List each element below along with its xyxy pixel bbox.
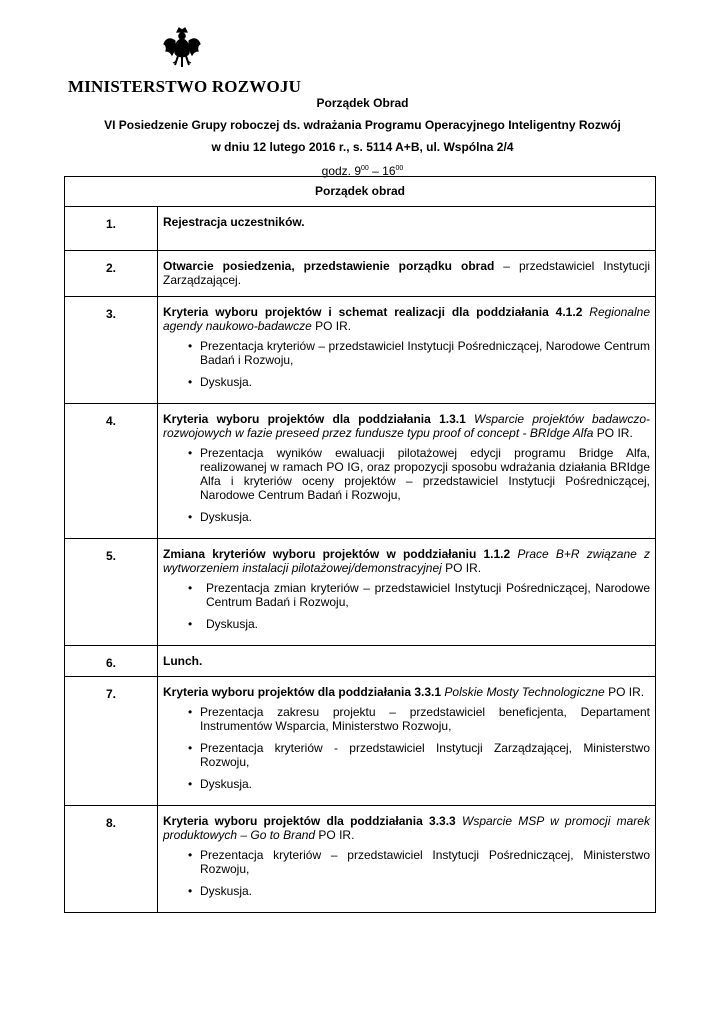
agenda-row bbox=[65, 297, 656, 404]
agenda-item-bullets bbox=[163, 581, 650, 631]
agenda-item-title bbox=[163, 259, 650, 287]
meeting-time: godz. $9^{00} - 16^{00}$ bbox=[321, 164, 404, 178]
polish-eagle-emblem-icon bbox=[162, 25, 202, 69]
agenda-item-title bbox=[163, 547, 650, 575]
agenda-row bbox=[65, 207, 656, 251]
agenda-item-number: 2. bbox=[65, 251, 158, 297]
agenda-item-content bbox=[158, 207, 656, 251]
agenda-item-title-text bbox=[466, 412, 474, 426]
agenda-item-number: 3. bbox=[65, 297, 158, 404]
agenda-item-title-bold: Kryteria wyboru projektów dla poddziałania 1.3.1 bbox=[163, 412, 466, 426]
agenda-item-content bbox=[158, 404, 656, 539]
agenda-item-program-name: Wsparcie projektów badawczo-rozwojowych w fazie preseed przez fundusze typu proof of concept - BRIdge Alfa bbox=[163, 412, 650, 440]
agenda-item-title-text: – przedstawiciel Instytucji Zarządzającej. bbox=[163, 259, 650, 287]
agenda-item-title-suffix: PO IR. bbox=[315, 828, 355, 842]
meeting-date-place: w dniu 12 lutego 2016 r., s. 5114 A+B, ul. Wspólna 2/4 bbox=[211, 140, 514, 154]
agenda-item-title bbox=[163, 412, 650, 440]
agenda-item-content bbox=[158, 251, 656, 297]
agenda-item-content bbox=[158, 806, 656, 913]
agenda-item-bullets bbox=[163, 705, 650, 791]
agenda-item-content bbox=[158, 539, 656, 646]
agenda-item-bullets bbox=[163, 339, 650, 389]
agenda-item-title-suffix: PO IR. bbox=[311, 319, 352, 333]
agenda-row bbox=[65, 251, 656, 297]
agenda-item-title-suffix: PO IR. bbox=[604, 685, 645, 699]
agenda-bullet: • Prezentacja wyników ewaluacji pilotażowej edycji programu Bridge Alfa, realizowanej w ramach PO IG, oraz propozycji sposobu wdrażania działania BRIdge Alfa i kryteriów oceny projektów – przedstawiciel Instytucji Pośredniczącej, Narodowe Centrum Badań i Rozwoju, bbox=[200, 446, 650, 502]
agenda-item-title-suffix: PO IR. bbox=[593, 426, 633, 440]
agenda-item-number: 1. bbox=[65, 207, 158, 251]
agenda-item-program-name: Wsparcie MSP w promocji marek produktowych – Go to Brand bbox=[163, 814, 650, 842]
agenda-item-content bbox=[158, 677, 656, 806]
agenda-item-bullets bbox=[163, 848, 650, 898]
agenda-item-number: 4. bbox=[65, 404, 158, 539]
agenda-item-title bbox=[163, 685, 650, 699]
agenda-item-number: 7. bbox=[65, 677, 158, 806]
document-header bbox=[0, 92, 725, 180]
agenda-item-bullets bbox=[163, 446, 650, 524]
agenda-header: Porządek obrad bbox=[65, 177, 656, 207]
agenda-item-number: 6. bbox=[65, 646, 158, 677]
agenda-item-title-bold: Kryteria wyboru projektów i schemat realizacji dla poddziałania 4.1.2 bbox=[163, 305, 583, 319]
document-title: Porządek Obrad bbox=[316, 96, 409, 110]
agenda-item-title-bold: Rejestracja uczestników. bbox=[163, 215, 305, 229]
agenda-item-title-suffix: PO IR. bbox=[441, 561, 482, 575]
agenda-item-number: 8. bbox=[65, 806, 158, 913]
agenda-bullet: • Dyskusja. bbox=[200, 375, 650, 389]
agenda-item-title-bold: Kryteria wyboru projektów dla poddziałania 3.3.1 bbox=[163, 685, 442, 699]
agenda-bullet: • Dyskusja. bbox=[200, 510, 650, 524]
agenda-item-title-bold: Lunch. bbox=[163, 654, 203, 668]
agenda-header-row bbox=[65, 177, 656, 207]
agenda-item-program-name: Regionalne agendy naukowo-badawcze bbox=[163, 305, 650, 333]
agenda-item-content bbox=[158, 646, 656, 677]
agenda-item-title bbox=[163, 305, 650, 333]
agenda-bullet: • Prezentacja kryteriów - przedstawiciel Instytucji Zarządzającej, Ministerstwo Rozwoju, bbox=[200, 741, 650, 769]
agenda-item-title bbox=[163, 654, 650, 668]
agenda-item-program-name: Polskie Mosty Technologiczne bbox=[444, 685, 605, 699]
agenda-row bbox=[65, 677, 656, 806]
agenda-bullet: • Dyskusja. bbox=[206, 617, 650, 631]
agenda-item-title-bold: Zmiana kryteriów wyboru projektów w poddziałaniu 1.1.2 bbox=[163, 547, 511, 561]
agenda-item-program-name: Prace B+R związane z wytworzeniem instalacji pilotażowej/demonstracyjnej bbox=[163, 547, 650, 575]
agenda-bullet: • Prezentacja zakresu projektu – przedstawiciel beneficjenta, Departament Instrumentów Wsparcia, Ministerstwo Rozwoju, bbox=[200, 705, 650, 733]
agenda-row bbox=[65, 539, 656, 646]
meeting-subtitle: VI Posiedzenie Grupy roboczej ds. wdrażania Programu Operacyjnego Inteligentny Rozwój bbox=[104, 118, 621, 132]
agenda-row bbox=[65, 806, 656, 913]
agenda-bullet: • Prezentacja zmian kryteriów – przedstawiciel Instytucji Pośredniczącej, Narodowe Centrum Badań i Rozwoju, bbox=[206, 581, 650, 609]
agenda-row bbox=[65, 646, 656, 677]
agenda-item-title bbox=[163, 814, 650, 842]
agenda-item-number: 5. bbox=[65, 539, 158, 646]
ministry-name: MINISTERSTWO ROZWOJU bbox=[68, 77, 302, 96]
agenda-bullet: • Dyskusja. bbox=[200, 884, 650, 898]
agenda-row bbox=[65, 404, 656, 539]
agenda-bullet: • Prezentacja kryteriów – przedstawiciel Instytucji Pośredniczącej, Narodowe Centrum Badań i Rozwoju, bbox=[200, 339, 650, 367]
agenda-bullet: • Prezentacja kryteriów – przedstawiciel Instytucji Pośredniczącej, Ministerstwo Rozwoju, bbox=[200, 848, 650, 876]
agenda-item-title-bold: Otwarcie posiedzenia, przedstawienie porządku obrad bbox=[163, 259, 495, 273]
agenda-table bbox=[64, 176, 656, 913]
agenda-item-title-bold: Kryteria wyboru projektów dla poddziałania 3.3.3 bbox=[163, 814, 456, 828]
agenda-item-content bbox=[158, 297, 656, 404]
agenda-item-title bbox=[163, 215, 650, 229]
agenda-bullet: • Dyskusja. bbox=[200, 777, 650, 791]
